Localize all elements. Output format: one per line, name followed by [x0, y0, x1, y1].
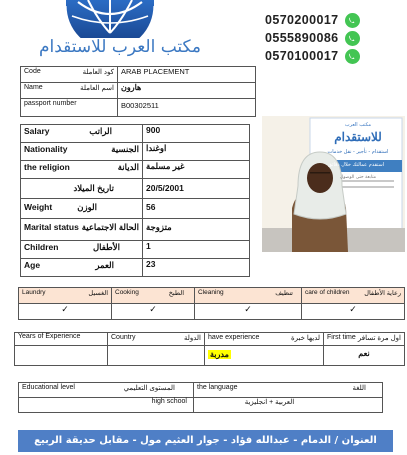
birthdate-value: 20/5/2001: [143, 179, 250, 199]
weight-value: 56: [143, 199, 250, 219]
whatsapp-icon: [345, 31, 360, 46]
weight-label: Weight الوزن: [21, 199, 143, 219]
years-experience-value: [15, 346, 108, 366]
marital-row: [21, 219, 250, 241]
age-value: 23: [143, 259, 250, 277]
education-value-row: [19, 398, 383, 413]
phone-line-2: [265, 30, 405, 46]
poster-banner: استقدم عمالتك خلال دقائق: [327, 162, 385, 168]
skill-cleaning-header: Cleaning تنظيف: [195, 288, 302, 304]
salary-value: 900: [143, 125, 250, 143]
address-bar: العنوان / الدمام - عبدالله فؤاد - جوار العثيم مول - مقابل حديقة الربيع: [18, 430, 393, 452]
skills-header-row: [19, 288, 405, 304]
phone-line-1: [265, 12, 405, 28]
code-value: ARAB PLACEMENT: [118, 67, 256, 83]
experience-table: [14, 332, 405, 366]
weight-row: [21, 199, 250, 219]
skill-childcare-header: care of children رعاية الأطفال: [302, 288, 405, 304]
education-level-value: high school: [19, 398, 194, 413]
poster-note: متابعة حتى الوصول: [339, 175, 377, 180]
passport-value: B00302511: [118, 99, 256, 117]
agency-name: مكتب العرب للاستقدام: [38, 37, 202, 57]
cleaning-check-icon: ✓: [195, 304, 302, 320]
language-label: the language اللغة: [194, 383, 383, 398]
children-label: Children الأطفال: [21, 241, 143, 259]
birthdate-row: [21, 179, 250, 199]
children-row: [21, 241, 250, 259]
nationality-value: اوغندا: [143, 143, 250, 161]
years-experience-label: Years of Experience: [15, 333, 108, 346]
skills-marks-row: [19, 304, 405, 320]
childcare-check-icon: ✓: [302, 304, 405, 320]
first-time-label: First time اول مرة تسافر: [324, 333, 405, 346]
name-value: هارون: [118, 83, 256, 99]
have-experience-value: مدربة: [210, 350, 229, 359]
religion-value: غير مسلمة: [143, 161, 250, 179]
passport-row: [21, 99, 256, 117]
salary-row: [21, 125, 250, 143]
experience-value-row: [15, 346, 405, 366]
country-value: [108, 346, 205, 366]
phone-number: 0570100017: [265, 49, 339, 63]
name-row: [21, 83, 256, 99]
poster-subtitle: استقدام - تأجير - نقل خدمات: [327, 149, 389, 155]
cooking-check-icon: ✓: [112, 304, 195, 320]
first-time-value: نعم: [324, 346, 405, 366]
language-value: العربية + انجليزية: [194, 398, 383, 413]
nationality-row: [21, 143, 250, 161]
agency-logo: [14, 0, 226, 62]
religion-label: the religion الديانة: [21, 161, 143, 179]
nationality-label: Nationality الجنسية: [21, 143, 143, 161]
phone-line-3: [265, 48, 405, 64]
religion-row: [21, 161, 250, 179]
poster-title: للاستقدام: [334, 130, 382, 144]
marital-label: Marital status الحالة الاجتماعية: [21, 219, 143, 241]
details-table: [20, 124, 250, 277]
education-table: [18, 382, 383, 413]
salary-label: Salary الراتب: [21, 125, 143, 143]
globe-logo-icon: [58, 0, 162, 38]
whatsapp-icon: [345, 49, 360, 64]
whatsapp-icon: [345, 13, 360, 28]
children-value: 1: [143, 241, 250, 259]
passport-label: passport number: [21, 99, 118, 117]
identity-table: [20, 66, 256, 117]
code-row: [21, 67, 256, 83]
marital-value: متزوجة: [143, 219, 250, 241]
have-experience-cell: [205, 346, 324, 366]
experience-header-row: [15, 333, 405, 346]
phone-number: 0555890086: [265, 31, 339, 45]
phone-number: 0570200017: [265, 13, 339, 27]
name-label: Name اسم العاملة: [21, 83, 118, 99]
education-level-label: Educational level المستوى التعليمي: [19, 383, 194, 398]
code-label: Code كود العاملة: [21, 67, 118, 83]
have-experience-label: have experience لديها خبرة: [205, 333, 324, 346]
education-header-row: [19, 383, 383, 398]
poster-title-small: مكتب العرب: [344, 122, 372, 128]
age-label: Age العمر: [21, 259, 143, 277]
skill-cooking-header: Cooking الطبخ: [112, 288, 195, 304]
candidate-photo: [262, 116, 405, 252]
laundry-check-icon: ✓: [19, 304, 112, 320]
country-label: Country الدولة: [108, 333, 205, 346]
skill-laundry-header: Laundry الغسيل: [19, 288, 112, 304]
birthdate-label: تاريخ الميلاد: [21, 179, 143, 199]
age-row: [21, 259, 250, 277]
skills-table: [18, 287, 405, 320]
